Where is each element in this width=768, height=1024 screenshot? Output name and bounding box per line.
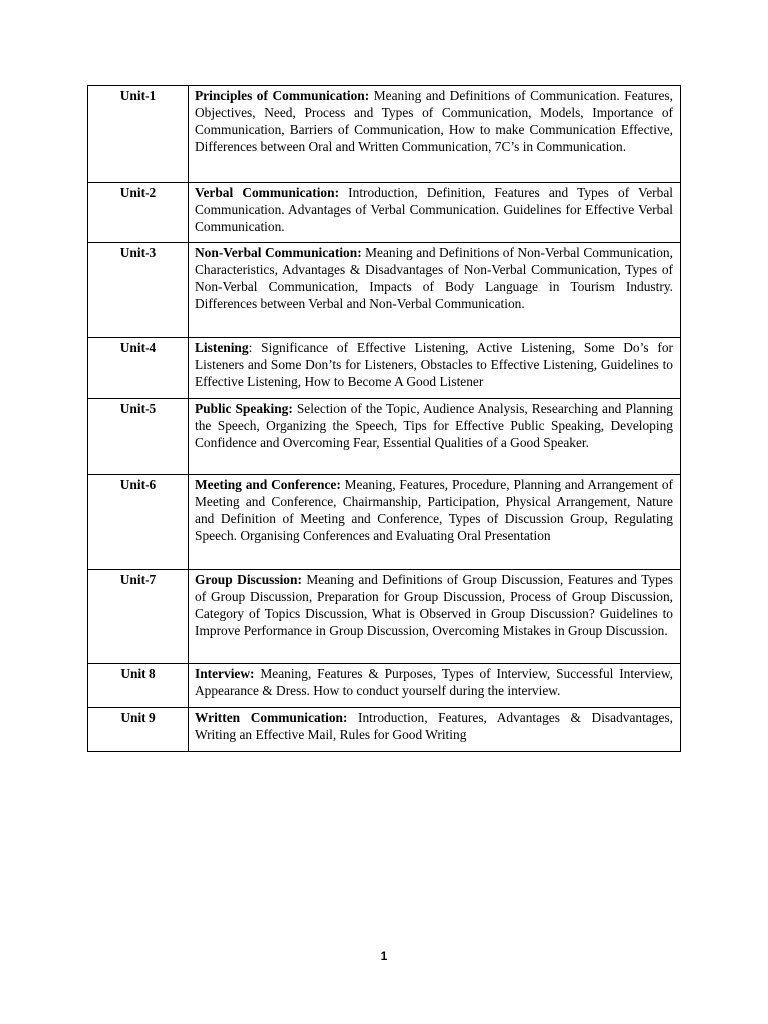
- topic-description: Meaning, Features, Procedure, Planning and Arrangement of Meeting and Conference, Chairmanship, Participation, Physical Arrangement, Nature and Definition of Meeting and Conference, Types of Discussion Group, Regulating Speech. Organising Conferences and Evaluating Oral Presentation: [195, 477, 673, 543]
- topic-description: Meaning and Definitions of Group Discussion, Features and Types of Group Discussion, Preparation for Group Discussion, Process of Group Discussion, Category of Topics Discussion, What is Observed in Group Discussion? Guidelines to Improve Performance in Group Discussion, Overcoming Mistakes in Group Discussion.: [195, 572, 673, 638]
- unit-content: [189, 183, 681, 243]
- topic-title: Public Speaking:: [195, 401, 293, 416]
- topic-title: Written Communication:: [195, 710, 348, 725]
- topic-description: Introduction, Features, Advantages & Disadvantages, Writing an Effective Mail, Rules for Good Writing: [195, 710, 673, 742]
- topic-description: Meaning and Definitions of Communication. Features, Objectives, Need, Process and Types of Communication, Models, Importance of Communication, Barriers of Communication, How to make Communication Effective, Differences between Oral and Written Communication, 7C’s in Communication.: [195, 88, 673, 154]
- syllabus-table: [87, 85, 681, 752]
- unit-label: Unit-1: [88, 86, 189, 183]
- topic-title: Meeting and Conference:: [195, 477, 341, 492]
- table-row: [88, 399, 681, 475]
- topic-description: Selection of the Topic, Audience Analysis, Researching and Planning the Speech, Organizing the Speech, Tips for Effective Public Speaking, Developing Confidence and Overcoming Fear, Essential Qualities of a Good Speaker.: [195, 401, 673, 450]
- page-number: 1: [380, 949, 388, 963]
- table-row: [88, 243, 681, 338]
- topic-description: : Significance of Effective Listening, Active Listening, Some Do’s for Listeners and Some Don’ts for Listeners, Obstacles to Effective Listening, Guidelines to Effective Listening, How to Become A Good Listener: [195, 340, 673, 389]
- unit-label: Unit-6: [88, 475, 189, 570]
- table-row: [88, 664, 681, 708]
- table-row: [88, 86, 681, 183]
- unit-label: Unit-3: [88, 243, 189, 338]
- unit-content: [189, 243, 681, 338]
- topic-title: Interview:: [195, 666, 255, 681]
- table-row: [88, 338, 681, 399]
- unit-content: [189, 708, 681, 752]
- unit-label: Unit-7: [88, 570, 189, 664]
- unit-label: Unit 9: [88, 708, 189, 752]
- unit-content: [189, 664, 681, 708]
- unit-label: Unit-5: [88, 399, 189, 475]
- unit-label: Unit-4: [88, 338, 189, 399]
- unit-content: [189, 475, 681, 570]
- topic-description: Introduction, Definition, Features and Types of Verbal Communication. Advantages of Verbal Communication. Guidelines for Effective Verbal Communication.: [195, 185, 673, 234]
- unit-content: [189, 338, 681, 399]
- table-row: [88, 183, 681, 243]
- table-row: [88, 708, 681, 752]
- table-row: [88, 570, 681, 664]
- topic-title: Listening: [195, 340, 249, 355]
- unit-label: Unit-2: [88, 183, 189, 243]
- topic-description: Meaning and Definitions of Non-Verbal Communication, Characteristics, Advantages & Disadvantages of Non-Verbal Communication, Types of Non-Verbal Communication, Impacts of Body Language in Tourism Industry. Differences between Verbal and Non-Verbal Communication.: [195, 245, 673, 311]
- unit-content: [189, 570, 681, 664]
- unit-label: Unit 8: [88, 664, 189, 708]
- topic-description: Meaning, Features & Purposes, Types of Interview, Successful Interview, Appearance & Dress. How to conduct yourself during the interview.: [195, 666, 673, 698]
- topic-title: Non-Verbal Communication:: [195, 245, 362, 260]
- topic-title: Principles of Communication:: [195, 88, 370, 103]
- table-row: [88, 475, 681, 570]
- topic-title: Group Discussion:: [195, 572, 302, 587]
- unit-content: [189, 86, 681, 183]
- unit-content: [189, 399, 681, 475]
- topic-title: Verbal Communication:: [195, 185, 340, 200]
